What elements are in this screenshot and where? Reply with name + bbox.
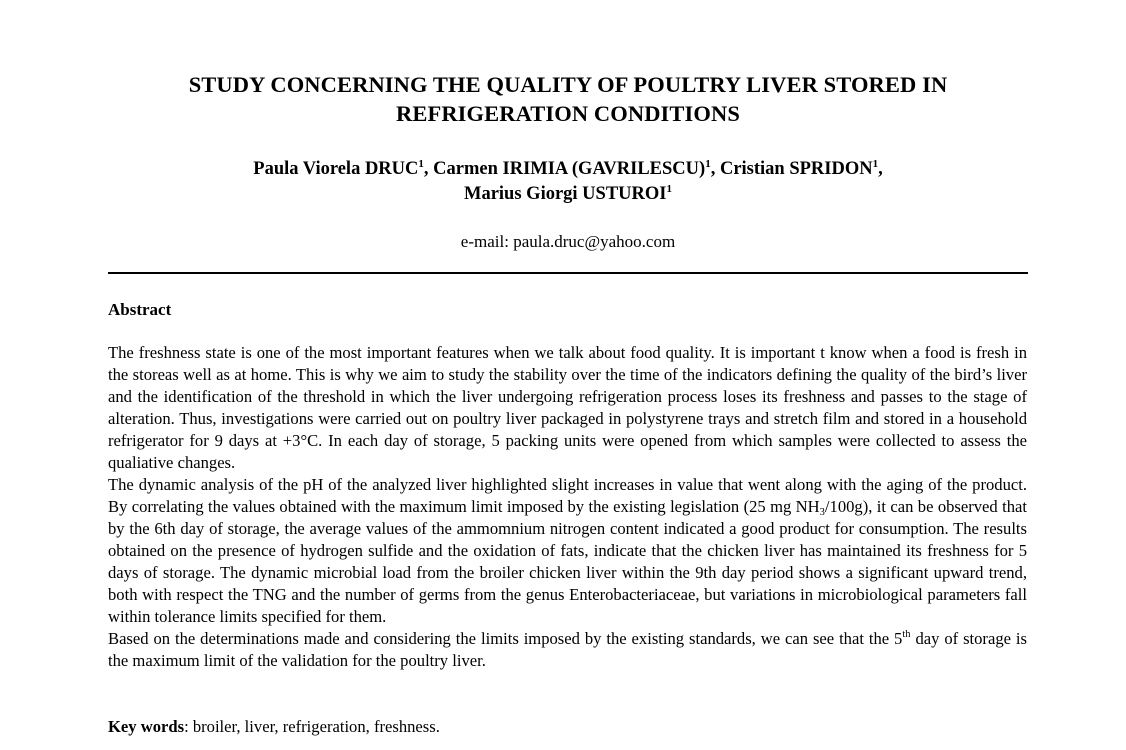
abstract-text: Based on the determinations made and considering the limits imposed by the existing standards, we can see that the 5 xyxy=(108,629,903,648)
abstract-body xyxy=(108,342,1027,672)
author-separator: , xyxy=(710,159,716,179)
author-affiliation: 1 xyxy=(705,158,711,170)
author-name: Cristian SPRIDON xyxy=(719,159,873,179)
keywords xyxy=(108,716,1027,738)
author-name: Marius Giorgi USTUROI xyxy=(464,184,667,204)
abstract-paragraph xyxy=(108,474,1027,628)
abstract-text: The dynamic analysis of the pH of the analyzed liver highlighted slight increases in value that went along with the aging of the product. By correlating the values obtained with the maximum limit imposed by the existing legislation (25 mg NH xyxy=(108,475,1027,516)
author-affiliation: 1 xyxy=(666,183,672,195)
abstract-paragraph: The freshness state is one of the most important features when we talk about food quality. It is important t know when a food is fresh in the storeas well as at home. This is why we aim to study the stability over the time of the indicators defining the quality of the bird’s liver and the identification of the threshold in which the liver undergoing refrigeration process loses its freshness and passes to the stage of alteration. Thus, investigations were carried out on poultry liver packaged in polystyrene trays and stretch film and stored in a household refrigerator for 9 days at +3°C. In each day of storage, 5 packing units were opened from which samples were collected to assess the qualiative changes. xyxy=(108,343,1027,472)
subscript: 3 xyxy=(819,507,825,518)
author-name: Paula Viorela DRUC xyxy=(253,159,419,179)
title-line-2: REFRIGERATION CONDITIONS xyxy=(396,101,740,126)
header-divider xyxy=(108,272,1028,274)
abstract-paragraph xyxy=(108,628,1027,672)
superscript: th xyxy=(902,629,911,640)
contact-email: e-mail: paula.druc@yahoo.com xyxy=(460,232,676,251)
author-affiliation: 1 xyxy=(418,158,424,170)
abstract-heading: Abstract xyxy=(108,300,172,319)
abstract-text: /100g), it can be observed that by the 6th day of storage, the average values of the ammomnium nitrogen content indicated a good product for consumption. The results obtained on the presence of hydrogen sulfide and the oxidation of fats, indicate that the chicken liver has maintained its freshness for 5 days of storage. The dynamic microbial load from the broiler chicken liver within the 9th day period shows a significant upward trend, both with respect the TNG and the number of germs from the genus Enterobacteriaceae, but variations in microbiological parameters fall within tolerance limits specified for them. xyxy=(108,497,1027,626)
author-separator: , xyxy=(878,159,883,179)
paper-title xyxy=(108,70,1028,128)
author-name: Carmen IRIMIA (GAVRILESCU) xyxy=(433,159,706,179)
author-separator: , xyxy=(423,159,429,179)
abstract-text: day of storage is the maximum limit of the validation for the poultry liver. xyxy=(108,629,1027,670)
author-affiliation: 1 xyxy=(872,158,879,170)
title-line-1: STUDY CONCERNING THE QUALITY OF POULTRY LIVER STORED IN xyxy=(188,72,948,97)
keywords-label: Key words xyxy=(108,717,185,736)
author-list xyxy=(108,157,1028,207)
keywords-text: : broiler, liver, refrigeration, freshness. xyxy=(184,717,440,736)
